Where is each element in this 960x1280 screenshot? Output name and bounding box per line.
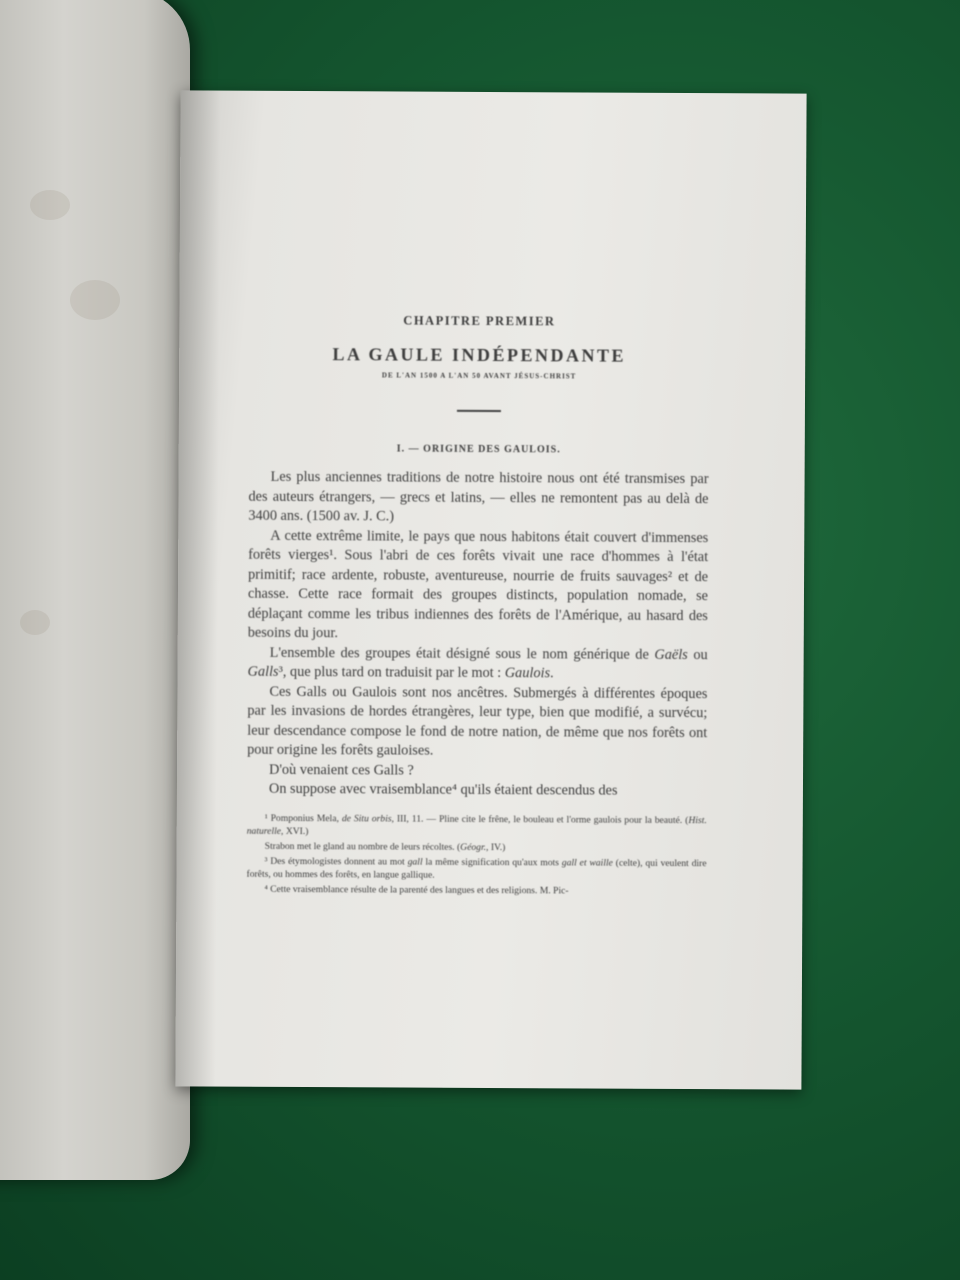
footnote-text: ¹ Pomponius Mela, xyxy=(264,812,342,824)
footnote xyxy=(246,854,706,882)
footnote-text: , III, 11. — Pline cite le frêne, le bouleau et l'orme gaulois pour la beauté. ( xyxy=(391,812,689,826)
chapter-heading: CHAPITRE PREMIER xyxy=(403,313,556,329)
footnote-text: , XVI.) xyxy=(280,825,309,837)
footnote-text: Strabon met le gland au nombre de leurs récoltes. ( xyxy=(264,840,461,853)
footnote-text: , IV.) xyxy=(486,841,506,853)
divider-rule xyxy=(457,410,501,412)
paragraph xyxy=(248,643,708,684)
footnote xyxy=(246,882,706,897)
italic-term: Galls xyxy=(247,663,279,680)
paragraph-text: . xyxy=(550,665,554,682)
footnote-italic: Hist. naturelle xyxy=(246,814,707,837)
paragraph: D'où venaient ces Galls ? xyxy=(269,761,414,779)
footnote-text: ⁴ Cette vraisemblance résulte de la parenté des langues et des religions. M. Pic- xyxy=(264,883,569,896)
paragraph-text: ³, que plus tard on traduisit par le mot : xyxy=(278,663,505,682)
page-stain xyxy=(20,610,50,635)
book-page xyxy=(175,90,806,1089)
footnotes xyxy=(246,811,706,897)
page-stain xyxy=(30,190,70,220)
chapter-dates: DE L'AN 1500 A L'AN 50 AVANT JÉSUS-CHRIST xyxy=(381,371,577,381)
paragraph: On suppose avec vraisemblance⁴ qu'ils étaient descendus des xyxy=(268,780,618,799)
footnote xyxy=(247,811,707,839)
footnote-text: (celte), qui veulent dire forêts, ou hommes des forêts, en langue gallique. xyxy=(246,857,707,881)
page-content xyxy=(246,313,709,900)
section-heading: I. — ORIGINE DES GAULOIS. xyxy=(396,443,561,456)
footnote-italic: gall xyxy=(407,856,423,868)
chapter-title: LA GAULE INDÉPENDANTE xyxy=(332,344,627,366)
footnote-text: ³ Des étymologistes donnent au mot xyxy=(264,855,408,868)
paragraph-text: ou xyxy=(687,646,708,663)
footnote-text: la même signification qu'aux mots xyxy=(422,856,562,868)
paragraph: A cette extrême limite, le pays que nous habitons était couvert d'immenses forêts vierges¹. Sous l'abri de ces forêts vivait une race d'hommes à l'état primitif; race ardente, robuste, aventureuse, nourrie de fruits sauvages² et de chasse. Cette race formait des groupes distincts, population nomade, se déplaçant comme les tribus indiennes des forêts de l'Amérique, au hasard des besoins du jour. xyxy=(247,527,709,642)
page-stain xyxy=(70,280,120,320)
footnote-italic: de Situ orbis xyxy=(341,812,392,824)
left-page xyxy=(0,0,190,1180)
italic-term: Gaulois xyxy=(504,665,551,682)
paragraph: Les plus anciennes traditions de notre histoire nous ont été transmises par des auteurs étrangers, — grecs et latins, — elles ne remontent pas au delà de 3400 ans. (1500 av. J. C.) xyxy=(248,468,709,525)
footnote xyxy=(247,839,707,854)
paragraph-text: L'ensemble des groupes était désigné sous le nom générique de xyxy=(269,644,655,663)
italic-term: Gaëls xyxy=(654,646,688,663)
paragraph: Ces Galls ou Gaulois sont nos ancêtres. Submergés à différentes époques par les invasions de hordes étrangères, leur type, bien que modifié, a survécu; leur descendance compose le fond de notre nation, de même que nos forêts ont pour origine les forêts gauloises. xyxy=(247,683,708,759)
spine-shadow xyxy=(175,90,220,1086)
footnote-italic: gall et waille xyxy=(561,856,613,869)
footnote-italic: Géogr. xyxy=(460,841,487,853)
